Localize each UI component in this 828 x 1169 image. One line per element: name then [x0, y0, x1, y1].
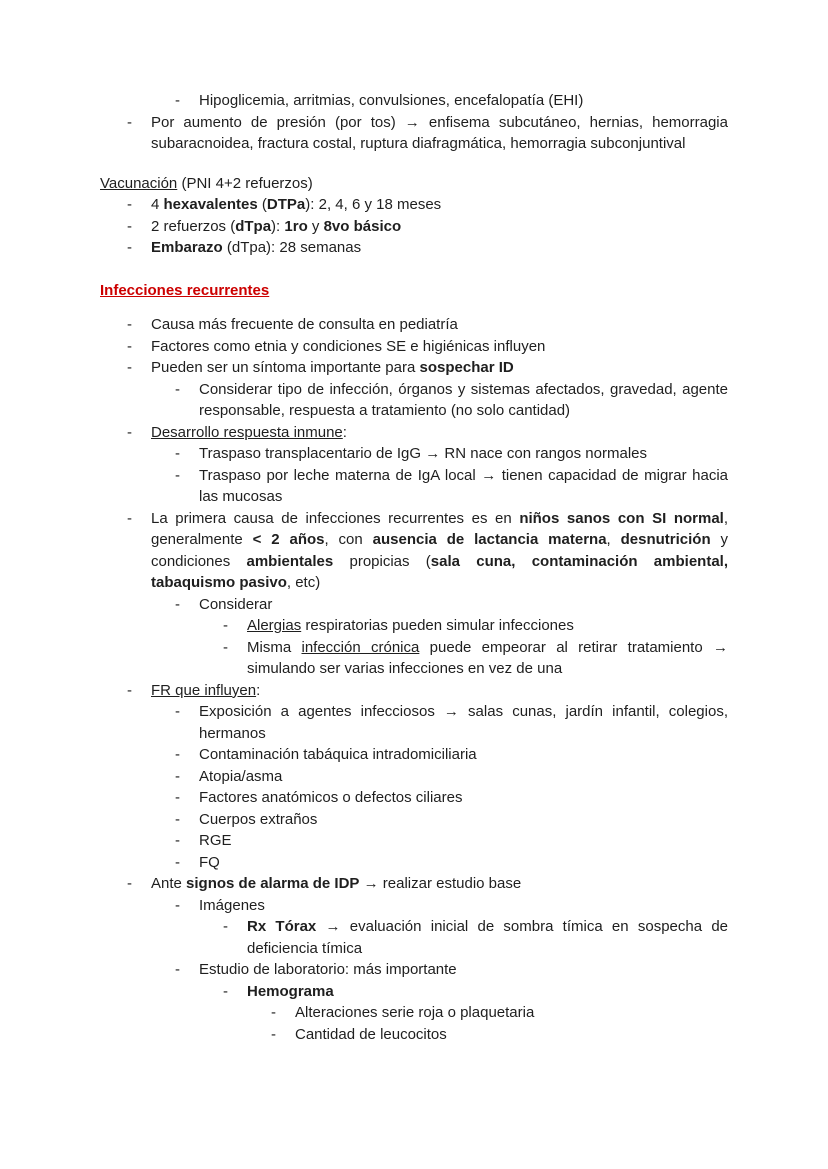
text-segment: La primera causa de infecciones recurrentes es en: [151, 509, 520, 527]
dash-bullet-icon: -: [175, 380, 180, 398]
text-segment: propicias (: [333, 552, 431, 570]
text-segment: niños sanos con SI normal: [519, 509, 724, 527]
text-segment: sala cuna, contaminación ambiental, tabaquismo pasivo: [151, 552, 728, 591]
text-segment: dTpa: [235, 217, 272, 235]
line-text: [100, 280, 728, 302]
text-segment: Alteraciones serie roja o plaquetaria: [295, 1004, 535, 1021]
dash-bullet-icon: -: [175, 810, 180, 828]
text-segment: y condiciones: [151, 531, 729, 570]
text-segment: Contaminación tabáquica intradomiciliaria: [199, 746, 477, 763]
bullet-primera-causa: [127, 508, 728, 594]
bullet-hipoglicemia: [175, 90, 728, 112]
dash-bullet-icon: -: [127, 316, 132, 333]
text-segment: Pueden ser un síntoma importante para: [151, 359, 420, 376]
text-segment: Vacunación: [100, 174, 178, 192]
text-segment: Hemograma: [247, 982, 334, 1000]
text-segment: Factores como etnia y condiciones SE e higiénicas influyen: [151, 337, 546, 355]
text-segment: Exposición a agentes infecciosos → salas cunas, jardín infantil, colegios, hermanos: [199, 703, 728, 742]
bullet-considerar-tipo: [175, 379, 728, 422]
line-text: [199, 379, 728, 422]
dash-bullet-icon: -: [223, 638, 228, 656]
bullet-exposicion: [175, 701, 728, 744]
text-segment: (dTpa): 28 semanas: [222, 239, 362, 256]
bullet-traspaso-iga: [175, 465, 728, 508]
text-segment: ,: [606, 531, 621, 548]
dash-bullet-icon: -: [127, 423, 132, 441]
text-segment: Cantidad de leucocitos: [295, 1025, 447, 1043]
line-text: [199, 809, 728, 831]
text-segment: 1ro: [284, 217, 308, 235]
text-segment: Alergias: [247, 617, 302, 634]
bullet-signos-alarma: [127, 873, 728, 895]
dash-bullet-icon: -: [127, 337, 132, 355]
bullet-serie-roja: [271, 1002, 728, 1024]
text-segment: Cuerpos extraños: [199, 810, 318, 828]
line-text: [151, 216, 728, 238]
line-text: [199, 852, 728, 874]
dash-bullet-icon: -: [127, 359, 132, 376]
dash-bullet-icon: -: [175, 595, 180, 613]
text-segment: RGE: [199, 832, 232, 849]
line-text: [151, 237, 728, 259]
line-text: [151, 873, 728, 895]
text-segment: Factores anatómicos o defectos ciliares: [199, 789, 463, 806]
text-segment: Imágenes: [199, 896, 265, 914]
text-segment: Considerar tipo de infección, órganos y sistemas afectados, gravedad, agente responsable, respuesta a tratamiento (no solo cantidad): [199, 380, 728, 419]
text-segment: Rx Tórax: [247, 918, 317, 935]
dash-bullet-icon: -: [175, 703, 180, 720]
text-segment: Estudio de laboratorio: más importante: [199, 961, 457, 978]
line-text: [199, 766, 728, 788]
line-text: [151, 508, 728, 594]
text-segment: signos de alarma de IDP: [186, 875, 360, 892]
dash-bullet-icon: -: [175, 896, 180, 914]
bullet-causa-frecuente: [127, 314, 728, 336]
dash-bullet-icon: -: [175, 767, 180, 785]
bullet-traspaso-igg: [175, 443, 728, 465]
bullet-fq: [175, 852, 728, 874]
line-text: [199, 959, 728, 981]
dash-bullet-icon: -: [175, 445, 180, 462]
line-text: [151, 112, 728, 155]
text-segment: ambientales: [246, 552, 334, 570]
text-segment: → evaluación inicial de sombra tímica en sospecha de deficiencia tímica: [247, 918, 728, 957]
dash-bullet-icon: -: [127, 217, 132, 235]
dash-bullet-icon: -: [175, 853, 180, 871]
text-segment: < 2 años: [252, 531, 325, 548]
line-text: [199, 701, 728, 744]
bullet-fr-influyen: [127, 680, 728, 702]
line-text: [151, 336, 728, 358]
text-segment: respiratorias pueden simular infecciones: [301, 617, 574, 634]
text-segment: hexavalentes: [163, 196, 258, 213]
dash-bullet-icon: -: [175, 746, 180, 763]
heading-vacunacion: [100, 173, 728, 195]
text-segment: puede empeorar al retirar tratamiento → simulando ser varias infecciones en vez de una: [247, 638, 728, 677]
bullet-embarazo: [127, 237, 728, 259]
bullet-hemograma: [223, 981, 728, 1003]
dash-bullet-icon: -: [175, 92, 180, 109]
dash-bullet-icon: -: [223, 918, 228, 935]
line-text: [295, 1024, 728, 1046]
dash-bullet-icon: -: [175, 789, 180, 806]
text-segment: ): 2, 4, 6 y 18 meses: [305, 196, 442, 213]
dash-bullet-icon: -: [271, 1004, 276, 1021]
text-segment: → realizar estudio base: [359, 875, 522, 892]
dash-bullet-icon: -: [175, 832, 180, 849]
bullet-estudio-laboratorio: [175, 959, 728, 981]
line-text: [151, 357, 728, 379]
bullet-factores-etnia: [127, 336, 728, 358]
text-segment: sospechar ID: [419, 359, 514, 376]
text-segment: Traspaso por leche materna de IgA local → tienen capacidad de migrar hacia las mucosas: [199, 466, 728, 505]
text-segment: y: [307, 217, 324, 235]
heading-infecciones-recurrentes: [100, 280, 728, 302]
text-segment: ):: [271, 217, 285, 235]
bullet-considerar: [175, 594, 728, 616]
line-text: [247, 916, 728, 959]
bullet-atopia: [175, 766, 728, 788]
dash-bullet-icon: -: [127, 113, 132, 131]
dash-bullet-icon: -: [127, 196, 132, 213]
dash-bullet-icon: -: [175, 466, 180, 484]
line-text: [100, 173, 728, 195]
line-text: [199, 895, 728, 917]
text-segment: Misma: [247, 638, 302, 656]
bullet-alergias: [223, 615, 728, 637]
text-segment: FQ: [199, 853, 220, 871]
line-text: [247, 981, 728, 1003]
bullet-desarrollo-inmune: [127, 422, 728, 444]
line-text: [151, 680, 728, 702]
bullet-factores-anatomicos: [175, 787, 728, 809]
text-segment: Ante: [151, 875, 187, 892]
bullet-refuerzos: [127, 216, 728, 238]
dash-bullet-icon: -: [127, 509, 132, 527]
dash-bullet-icon: -: [127, 875, 132, 892]
text-segment: infección crónica: [301, 638, 420, 656]
text-segment: 8vo básico: [323, 217, 402, 235]
bullet-imagenes: [175, 895, 728, 917]
text-segment: FR que influyen: [151, 681, 257, 699]
line-text: [199, 443, 728, 465]
dash-bullet-icon: -: [175, 961, 180, 978]
line-text: [199, 830, 728, 852]
line-text: [151, 194, 728, 216]
bullet-infeccion-cronica: [223, 637, 728, 680]
bullet-rge: [175, 830, 728, 852]
dash-bullet-icon: -: [223, 982, 228, 1000]
line-text: [199, 744, 728, 766]
line-text: [247, 615, 728, 637]
text-segment: Hipoglicemia, arritmias, convulsiones, encefalopatía (EHI): [199, 92, 584, 109]
line-text: [151, 314, 728, 336]
text-segment: 4: [151, 196, 164, 213]
dash-bullet-icon: -: [271, 1025, 276, 1043]
line-text: [247, 637, 728, 680]
text-segment: Considerar: [199, 595, 273, 613]
line-text: [151, 422, 728, 444]
text-segment: ausencia de lactancia materna: [372, 531, 607, 548]
bullet-rx-torax: [223, 916, 728, 959]
dash-bullet-icon: -: [223, 617, 228, 634]
text-segment: , generalmente: [151, 509, 728, 548]
dash-bullet-icon: -: [127, 681, 132, 699]
bullet-hexavalentes: [127, 194, 728, 216]
text-segment: Causa más frecuente de consulta en pediatría: [151, 316, 458, 333]
text-segment: Embarazo: [151, 239, 223, 256]
text-segment: Por aumento de presión (por tos) → enfisema subcutáneo, hernias, hemorragia subaracnoidea, fractura costal, ruptura diafragmática, hemorragia subconjuntival: [151, 113, 728, 152]
text-segment: DTPa: [266, 196, 306, 213]
line-text: [199, 594, 728, 616]
bullet-aumento-presion: [127, 112, 728, 155]
text-segment: Traspaso transplacentario de IgG → RN nace con rangos normales: [199, 445, 648, 462]
text-segment: Desarrollo respuesta inmune: [151, 423, 343, 441]
text-segment: desnutrición: [620, 531, 711, 548]
line-text: [199, 787, 728, 809]
text-segment: Infecciones recurrentes: [100, 281, 270, 299]
text-segment: :: [342, 423, 347, 441]
line-text: [295, 1002, 728, 1024]
bullet-leucocitos: [271, 1024, 728, 1046]
line-text: [199, 90, 728, 112]
text-segment: 2 refuerzos (: [151, 217, 236, 235]
bullet-cuerpos-extranos: [175, 809, 728, 831]
dash-bullet-icon: -: [127, 239, 132, 256]
text-segment: , etc): [286, 574, 321, 591]
text-segment: , con: [324, 531, 373, 548]
bullet-contaminacion: [175, 744, 728, 766]
text-segment: :: [256, 681, 261, 699]
text-segment: (PNI 4+2 refuerzos): [177, 174, 313, 192]
text-segment: Atopia/asma: [199, 767, 283, 785]
line-text: [199, 465, 728, 508]
bullet-sintoma-id: [127, 357, 728, 379]
text-segment: (: [257, 196, 267, 213]
